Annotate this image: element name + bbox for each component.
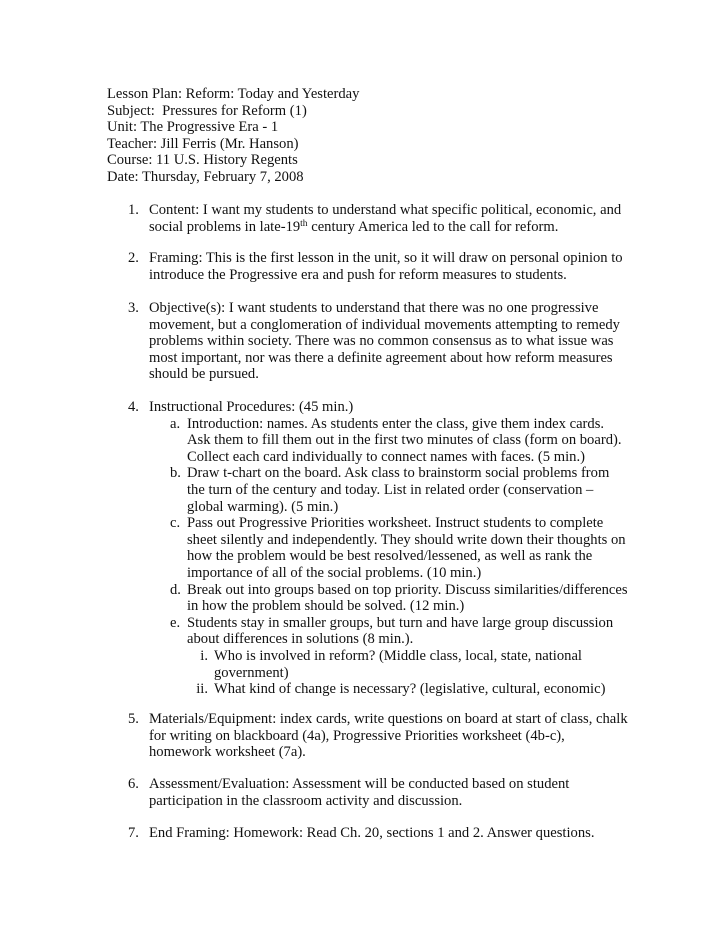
sub-item-label: c.: [170, 515, 181, 532]
date-line: Date: Thursday, February 7, 2008: [107, 168, 304, 185]
sub-item-label: d.: [170, 581, 181, 598]
list-item-materials: [128, 711, 628, 761]
item-text-part: Content: I want my students to understand what specific political, economic, and social problems in late-19: [149, 202, 622, 235]
sub-sub-item-label: ii.: [196, 681, 208, 698]
item-number: 7.: [128, 825, 139, 841]
sub-item-label: e.: [170, 614, 181, 631]
item-text: End Framing: Homework: Read Ch. 20, sections 1 and 2. Answer questions.: [149, 825, 595, 841]
sub-item-text: Introduction: names. As students enter the class, give them index cards. Ask them to fill them out in the first two minutes of class (form on board). Collect each card individually to connect names with faces. (5 min.): [187, 415, 622, 465]
item-number: 6.: [128, 776, 139, 792]
sub-item-label: b.: [170, 465, 181, 482]
sub-item-text: Pass out Progressive Priorities worksheet. Instruct students to complete sheet silently and independently. They should write down their thoughts on how the problem would be best resolved/lessened, as well as rank the importance of all of the social problems. (10 min.): [187, 515, 626, 581]
item-text: Assessment/Evaluation: Assessment will be conducted based on student participation in the classroom activity and discussion.: [149, 776, 570, 809]
list-item-objectives: [128, 300, 628, 383]
teacher-line: Teacher: Jill Ferris (Mr. Hanson): [107, 135, 299, 152]
item-text-part: century America led to the call for reform.: [307, 218, 559, 235]
sub-item-text: Draw t-chart on the board. Ask class to brainstorm social problems from the turn of the century and today. List in related order (conservation – global warming). (5 min.): [187, 465, 610, 515]
item-number: 4.: [128, 399, 139, 415]
sub-sub-item-label: i.: [200, 647, 208, 664]
sub-sub-item-ii: [196, 681, 628, 698]
sub-item-c: [170, 515, 628, 581]
lesson-plan-title: Lesson Plan: Reform: Today and Yesterday: [107, 86, 360, 102]
list-item-end-framing: [128, 825, 628, 842]
lesson-header: [107, 86, 359, 186]
item-text: [149, 202, 628, 235]
sub-item-a: [170, 415, 628, 466]
item-text: Instructional Procedures: (45 min.): [149, 399, 354, 415]
sub-item-b: [170, 465, 628, 515]
list-item-content: [128, 202, 628, 235]
item-text: Objective(s): I want students to understand that there was no one progressive movement, but a conglomeration of individual movements attempting to remedy problems within society. There was no common consensus as to what issue was most important, nor was there a definite agreement about how reform measures should be pursued.: [149, 300, 620, 383]
sub-sub-item-i: [200, 647, 628, 681]
item-text: Materials/Equipment: index cards, write questions on board at start of class, chalk for writing on blackboard (4a), Progressive Priorities worksheet (4b-c), homework worksheet (7a).: [149, 711, 628, 761]
sub-item-text: Break out into groups based on top priority. Discuss similarities/differences in how the problem should be solved. (12 min.): [187, 581, 628, 615]
list-item-procedures: [128, 399, 628, 698]
item-text: Framing: This is the first lesson in the unit, so it will draw on personal opinion to introduce the Progressive era and push for reform measures to students.: [149, 250, 623, 283]
list-item-assessment: [128, 776, 628, 809]
item-number: 2.: [128, 250, 139, 266]
sub-sub-item-text: Who is involved in reform? (Middle class, local, state, national government): [214, 647, 582, 681]
sub-sub-item-text: What kind of change is necessary? (legislative, cultural, economic): [214, 681, 606, 698]
item-number: 3.: [128, 300, 139, 316]
list-item-framing: [128, 250, 628, 283]
unit-line: Unit: The Progressive Era - 1: [107, 119, 279, 136]
item-number: 1.: [128, 202, 139, 218]
sub-item-e: [170, 614, 628, 648]
course-line: Course: 11 U.S. History Regents: [107, 152, 298, 169]
sub-item-label: a.: [170, 415, 181, 432]
sub-item-text: Students stay in smaller groups, but turn and have large group discussion about differences in solutions (8 min.).: [187, 614, 614, 648]
sub-item-d: [170, 581, 628, 615]
item-number: 5.: [128, 711, 139, 727]
superscript: th: [300, 218, 308, 229]
subject-line: Subject: Pressures for Reform (1): [107, 102, 307, 119]
